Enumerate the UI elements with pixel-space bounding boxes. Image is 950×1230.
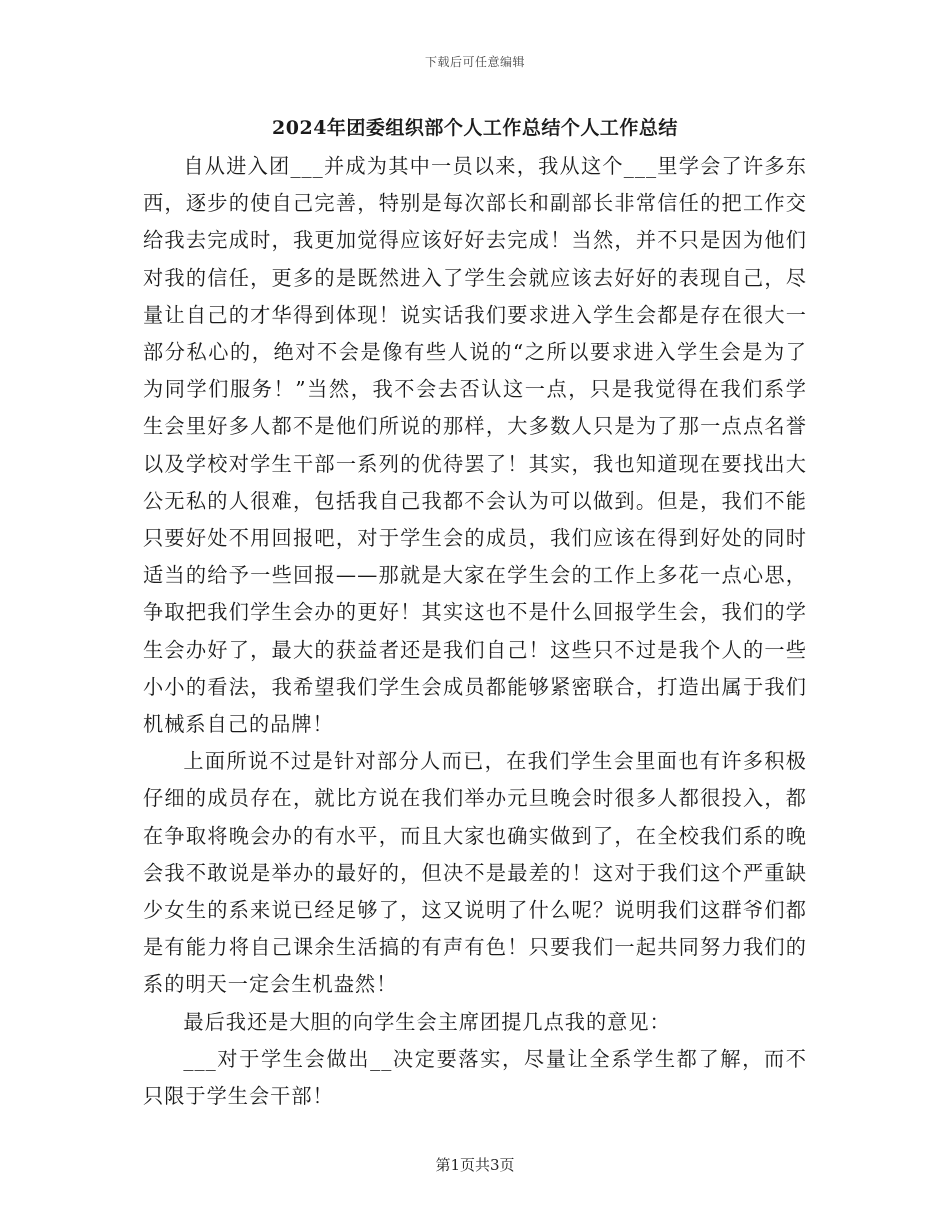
document-title: 2024年团委组织部个人工作总结个人工作总结 bbox=[272, 117, 678, 139]
paragraph-4: ___对于学生会做出__决定要落实，尽量让全系学生都了解，而不只限于学生会干部！ bbox=[143, 1046, 807, 1109]
paragraph-1: 自从进入团___并成为其中一员以来，我从这个___里学会了许多东西，逐步的使自己完善，特别是每次部长和副部长非常信任的把工作交给我去完成时，我更加觉得应该好好去完成！当然，并不只是因为他们对我的信任，更多的是既然进入了学生会就应该去好好的表现自己，尽量让自己的才华得到体现！说实话我们要求进入学生会都是存在很大一部分私心的，绝对不会是像有些人说的“之所以要求进入学生会是为了为同学们服务！”当然，我不会去否认这一点，只是我觉得在我们系学生会里好多人都不是他们所说的那样，大多数人只是为了那一点点名誉以及学校对学生干部一系列的优待罢了！其实，我也知道现在要找出大公无私的人很难，包括我自己我都不会认为可以做到。但是，我们不能只要好处不用回报吧，对于学生会的成员，我们应该在得到好处的同时适当的给予一些回报——那就是大家在学生会的工作上多花一点心思，争取把我们学生会办的更好！其实这也不是什么回报学生会，我们的学生会办好了，最大的获益者还是我们自己！这些只不过是我个人的一些小小的看法，我希望我们学生会成员都能够紧密联合，打造出属于我们机械系自己的品牌！ bbox=[143, 154, 807, 737]
paragraph-3: 最后我还是大胆的向学生会主席团提几点我的意见： bbox=[183, 1009, 671, 1034]
paragraph-2: 上面所说不过是针对部分人而已，在我们学生会里面也有许多积极仔细的成员存在，就比方说在我们举办元旦晚会时很多人都很投入，都在争取将晚会办的有水平，而且大家也确实做到了，在全校我们系的晚会我不敢说是举办的最好的，但决不是最差的！这对于我们这个严重缺少女生的系来说已经足够了，这又说明了什么呢？说明我们这群爷们都是有能力将自己课余生活搞的有声有色！只要我们一起共同努力我们的系的明天一定会生机盎然！ bbox=[143, 749, 807, 997]
page-number: 第1页共3页 bbox=[435, 1156, 515, 1174]
header-note: 下载后可任意编辑 bbox=[424, 55, 525, 69]
document-body bbox=[143, 110, 807, 1115]
